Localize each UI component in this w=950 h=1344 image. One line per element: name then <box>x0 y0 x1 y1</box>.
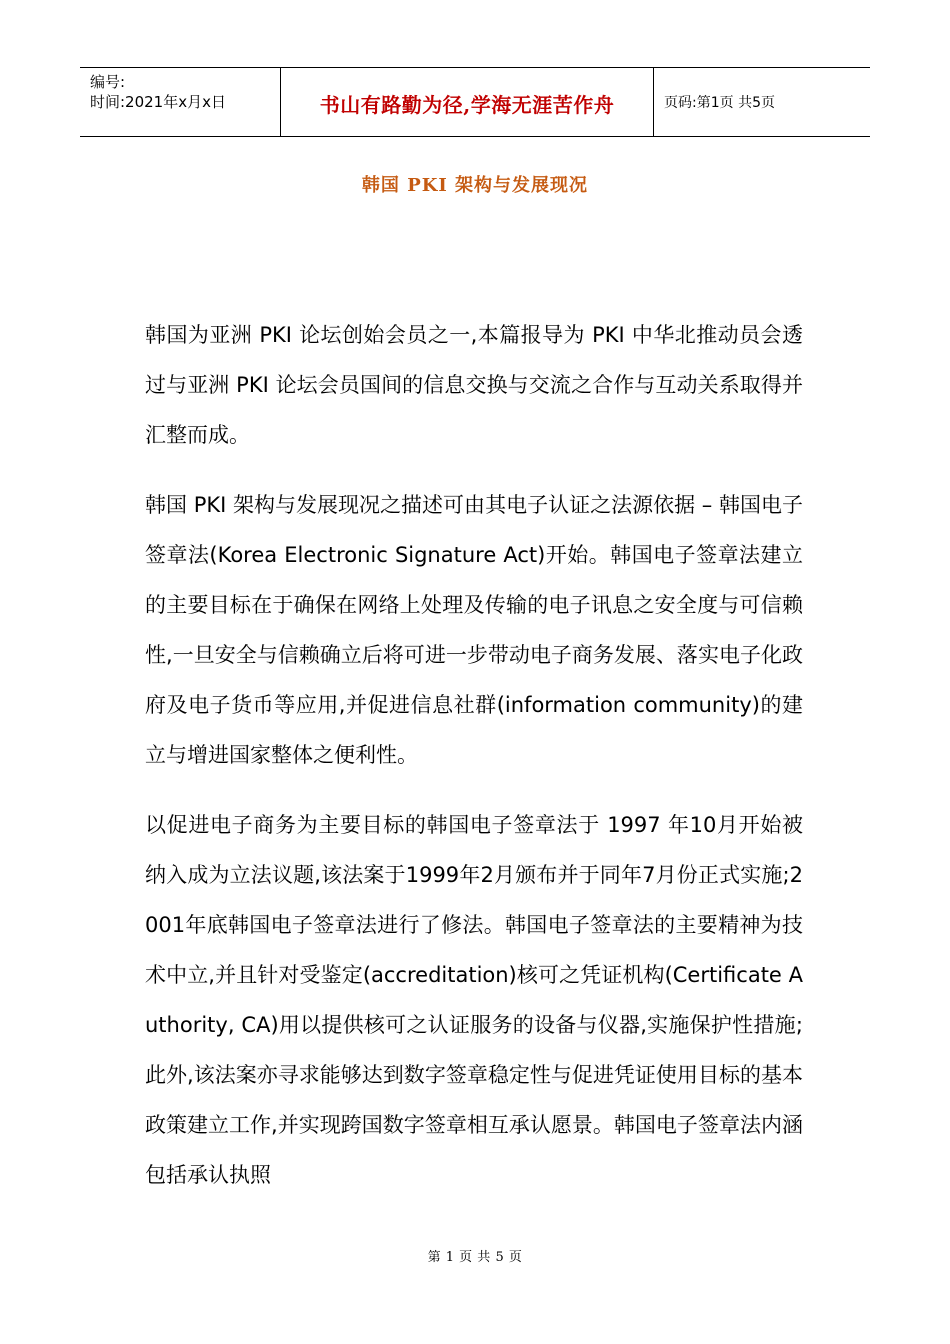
header-page-cell <box>654 68 870 136</box>
page-footer: 第 1 页 共 5 页 <box>427 1250 523 1265</box>
paragraph-2: 韩国 PKI 架构与发展现况之描述可由其电子认证之法源依据 – 韩国电子签章法(Korea Electronic Signature Act)开始。韩国电子签章法建立的主要目标在于确保在网络上处理及传输的电子讯息之安全度与可信赖性,一旦安全与信赖确立后将可进一步带动电子商务发展、落实电子化政府及电子货币等应用,并促进信息社群(information community)的建立与增进国家整体之便利性。 <box>145 493 803 767</box>
motto: 书山有路勤为径,学海无涯苦作舟 <box>319 92 615 117</box>
paragraph-3: 以促进电子商务为主要目标的韩国电子签章法于 1997 年10月开始被纳入成为立法议题,该法案于1999年2月颁布并于同年7月份正式实施;2001年底韩国电子签章法进行了修法。韩国电子签章法的主要精神为技术中立,并且针对受鉴定(accreditation)核可之凭证机构(Certificate Authority, CA)用以提供核可之认证服务的设备与仪器,实施保护性措施;此外,该法案亦寻求能够达到数字签章稳定性与促进凭证使用目标的基本政策建立工作,并实现跨国数字签章相互承认愿景。韩国电子签章法内涵包括承认执照 <box>145 813 803 1187</box>
document-body <box>145 310 803 1220</box>
header-motto-cell <box>281 68 654 136</box>
document-title: 韩国 PKI 架构与发展现况 <box>361 175 589 196</box>
date-line: 时间:2021年x月x日 <box>90 93 226 111</box>
page-code: 页码:第1页 共5页 <box>664 95 775 111</box>
header-info-cell <box>80 68 281 136</box>
number-label: 编号: <box>90 73 126 91</box>
paragraph-1: 韩国为亚洲 PKI 论坛创始会员之一,本篇报导为 PKI 中华北推动员会透过与亚洲 PKI 论坛会员国间的信息交换与交流之合作与互动关系取得并汇整而成。 <box>145 323 803 447</box>
document-header <box>80 67 870 137</box>
